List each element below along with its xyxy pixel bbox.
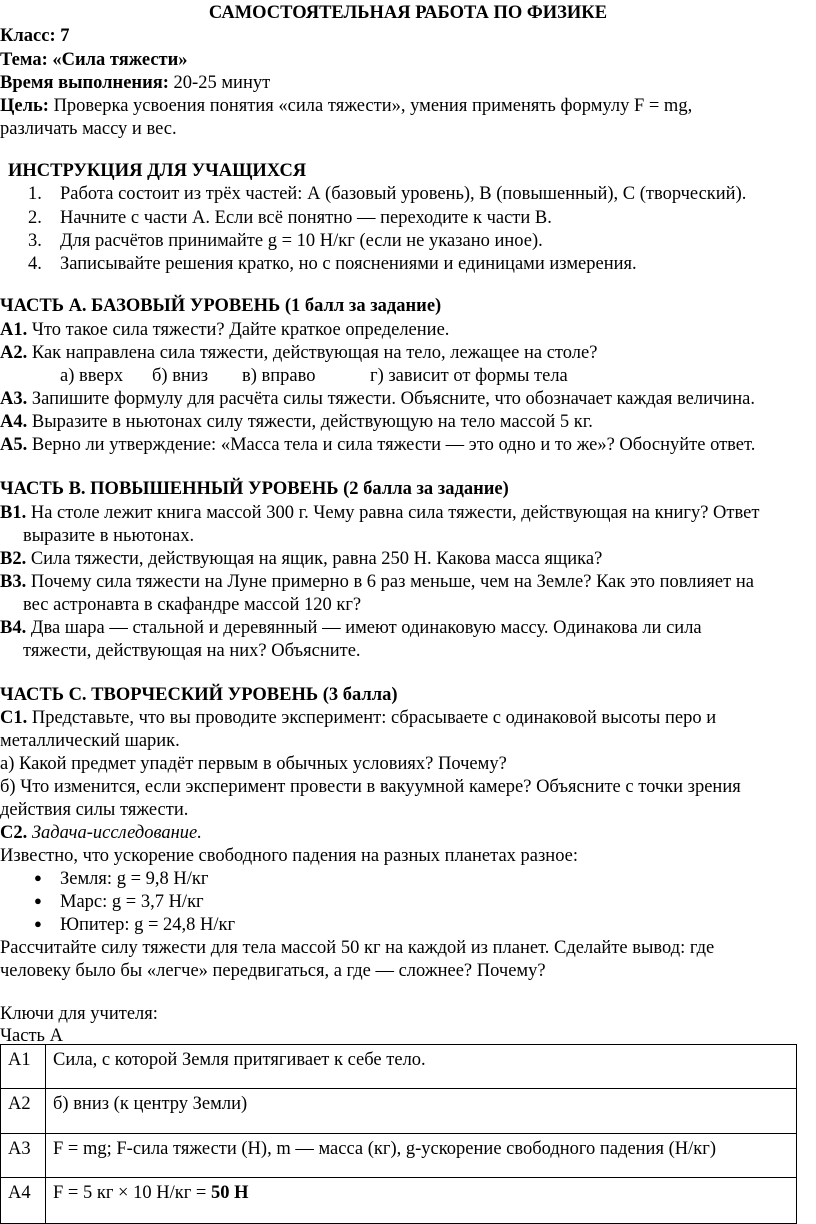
key-cell: А4	[1, 1178, 46, 1224]
part-c-heading: ЧАСТЬ С. ТВОРЧЕСКИЙ УРОВЕНЬ (3 балла)	[0, 685, 398, 705]
goal-line: Цель: Проверка усвоения понятия «сила тяжести», умения применять формулу F = mg,	[0, 96, 693, 116]
table-row	[1, 1089, 797, 1134]
question-c2: С2. Задача-исследование.	[0, 823, 202, 843]
answer-key-table	[0, 1044, 797, 1224]
question-c1-b-cont: действия силы тяжести.	[0, 800, 189, 820]
a2-option: а) вверх	[60, 366, 124, 386]
question-c2-intro: Известно, что ускорение свободного падения на разных планетах разное:	[0, 846, 579, 866]
key-cell: А1	[1, 1045, 46, 1089]
key-cell: А3	[1, 1134, 46, 1178]
worksheet-page: САМОСТОЯТЕЛЬНАЯ РАБОТА ПО ФИЗИКЕ Класс: 7 Тема: «Сила тяжести» Время выполнения: 20-25 минут Цель: Проверка усвоения понятия «сила тяжести», умения применять формулу F = mg, различать массу и вес. ИНСТРУКЦИЯ ДЛЯ УЧАЩИХСЯ 1. Работа состоит из трёх частей: А (базовый уровень), В (повышенный), С (творческий). 2. Начните с части А. Если всё понятно — переходите к части В. 3. Для расчётов принимайте g = 10 Н/кг (если не указано иное). 4. Записывайте решения кратко, но с пояснениями и единицами измерения. ЧАСТЬ А. БАЗОВЫЙ УРОВЕНЬ (1 балл за задание) А1. Что такое сила тяжести? Дайте краткое определение. А2. Как направлена сила тяжести, действующая на тело, лежащее на столе? а) вверх б) вниз в) вправо г) зависит от формы тела А3. Запишите формулу для расчёта силы тяжести. Объясните, что обозначает каждая величина. А4. Выразите в ньютонах силу тяжести, действующую на тело массой 5 кг. А5. Верно ли утверждение: «Масса тела и сила тяжести — это одно и то же»? Обоснуйте ответ. ЧАСТЬ В. ПОВЫШЕННЫЙ УРОВЕНЬ (2 балла за задание) В1. На столе лежит книга массой 300 г. Чему равна сила тяжести, действующая на книгу? Ответ выразите в ньютонах. В2. Сила тяжести, действующая на ящик, равна 250 Н. Какова масса ящика? В3. Почему сила тяжести на Луне примерно в 6 раз меньше, чем на Земле? Как это повлияет на вес астронавта в скафандре массой 120 кг? В4. Два шара — стальной и деревянный — имеют одинаковую массу. Одинакова ли сила тяжести, действующая на них? Объясните. ЧАСТЬ С. ТВОРЧЕСКИЙ УРОВЕНЬ (3 балла) С1. Представьте, что вы проводите эксперимент: сбрасываете с одинаковой высоты перо и металлический шарик. а) Какой предмет упадёт первым в обычных условиях? Почему? б) Что изменится, если эксперимент провести в вакуумной камере? Объясните с точки зрения действия силы тяжести. С2. Задача-исследование. Известно, что ускорение свободного падения на разных планетах разное: ● Земля: g = 9,8 Н/кг ● Марс: g = 3,7 Н/кг ● Юпитер: g = 24,8 Н/кг Рассчитайте силу тяжести для тела массой 50 кг на каждой из планет. Сделайте вывод: где человеку было бы «легче» передвигаться, а где — сложнее? Почему? Ключи для учителя: Часть А А1 Сила, с которой Земля притягивает к себе тело. А2 б) вниз (к центру Земли) А3 F = mg; F-сила тяжести (Н), m — масса (кг), g-ускорение свободного падения (Н/кг) А4 F = 5 кг × 10 Н/кг = 50 Н	[0, 0, 816, 1221]
question-a1: А1. Что такое сила тяжести? Дайте краткое определение.	[0, 320, 450, 340]
question-c2-task-cont: человеку было бы «легче» передвигаться, а где — сложнее? Почему?	[0, 961, 546, 981]
question-a4: А4. Выразите в ньютонах силу тяжести, действующую на тело массой 5 кг.	[0, 412, 593, 432]
answer-cell: Сила, с которой Земля притягивает к себе тело.	[46, 1045, 797, 1089]
page-title: САМОСТОЯТЕЛЬНАЯ РАБОТА ПО ФИЗИКЕ	[208, 3, 608, 23]
planet-item: ● Юпитер: g = 24,8 Н/кг	[34, 915, 236, 935]
planet-item: ● Земля: g = 9,8 Н/кг	[34, 869, 209, 889]
question-a2: А2. Как направлена сила тяжести, действующая на тело, лежащее на столе?	[0, 343, 598, 363]
a2-options	[0, 365, 816, 388]
question-b1: В1. На столе лежит книга массой 300 г. Чему равна сила тяжести, действующая на книгу? Ответ	[0, 503, 760, 523]
key-cell: А2	[1, 1089, 46, 1134]
question-c1-a: а) Какой предмет упадёт первым в обычных условиях? Почему?	[0, 754, 507, 774]
question-b3-cont: вес астронавта в скафандре массой 120 кг?	[23, 595, 362, 615]
class-line: Класс: 7	[0, 26, 70, 46]
keys-part-label: Часть А	[0, 1026, 63, 1046]
question-a3: А3. Запишите формулу для расчёта силы тяжести. Объясните, что обозначает каждая величина.	[0, 389, 755, 409]
a2-option: б) вниз	[152, 366, 209, 386]
topic-line: Тема: «Сила тяжести»	[0, 50, 188, 70]
table-row	[1, 1134, 797, 1178]
question-c1: С1. Представьте, что вы проводите эксперимент: сбрасываете с одинаковой высоты перо и	[0, 708, 717, 728]
question-b2: В2. Сила тяжести, действующая на ящик, равна 250 Н. Какова масса ящика?	[0, 549, 603, 569]
question-c1-b: б) Что изменится, если эксперимент провести в вакуумной камере? Объясните с точки зрения	[0, 777, 741, 797]
question-c1-cont: металлический шарик.	[0, 731, 180, 751]
a2-option: г) зависит от формы тела	[370, 366, 568, 386]
part-a-heading: ЧАСТЬ А. БАЗОВЫЙ УРОВЕНЬ (1 балл за задание)	[0, 296, 442, 316]
table-row	[1, 1178, 797, 1224]
keys-heading: Ключи для учителя:	[0, 1004, 158, 1024]
instructions-heading: ИНСТРУКЦИЯ ДЛЯ УЧАЩИХСЯ	[8, 161, 307, 181]
question-b1-cont: выразите в ньютонах.	[23, 526, 195, 546]
time-line: Время выполнения: 20-25 минут	[0, 73, 271, 93]
answer-cell: б) вниз (к центру Земли)	[46, 1089, 797, 1134]
a2-option: в) вправо	[242, 366, 316, 386]
question-b4: В4. Два шара — стальной и деревянный — имеют одинаковую массу. Одинакова ли сила	[0, 618, 702, 638]
answer-cell: F = 5 кг × 10 Н/кг = 50 Н	[46, 1178, 797, 1224]
part-b-heading: ЧАСТЬ В. ПОВЫШЕННЫЙ УРОВЕНЬ (2 балла за задание)	[0, 479, 509, 499]
table-row	[1, 1045, 797, 1089]
goal-line-2: различать массу и вес.	[0, 119, 177, 139]
answer-cell: F = mg; F-сила тяжести (Н), m — масса (кг), g-ускорение свободного падения (Н/кг)	[46, 1134, 797, 1178]
question-a5: А5. Верно ли утверждение: «Масса тела и сила тяжести — это одно и то же»? Обоснуйте ответ.	[0, 435, 756, 455]
question-b4-cont: тяжести, действующая на них? Объясните.	[23, 641, 361, 661]
planet-item: ● Марс: g = 3,7 Н/кг	[34, 892, 204, 912]
question-b3: В3. Почему сила тяжести на Луне примерно в 6 раз меньше, чем на Земле? Как это повлияет на	[0, 572, 754, 592]
question-c2-task: Рассчитайте силу тяжести для тела массой 50 кг на каждой из планет. Сделайте вывод: где	[0, 938, 715, 958]
